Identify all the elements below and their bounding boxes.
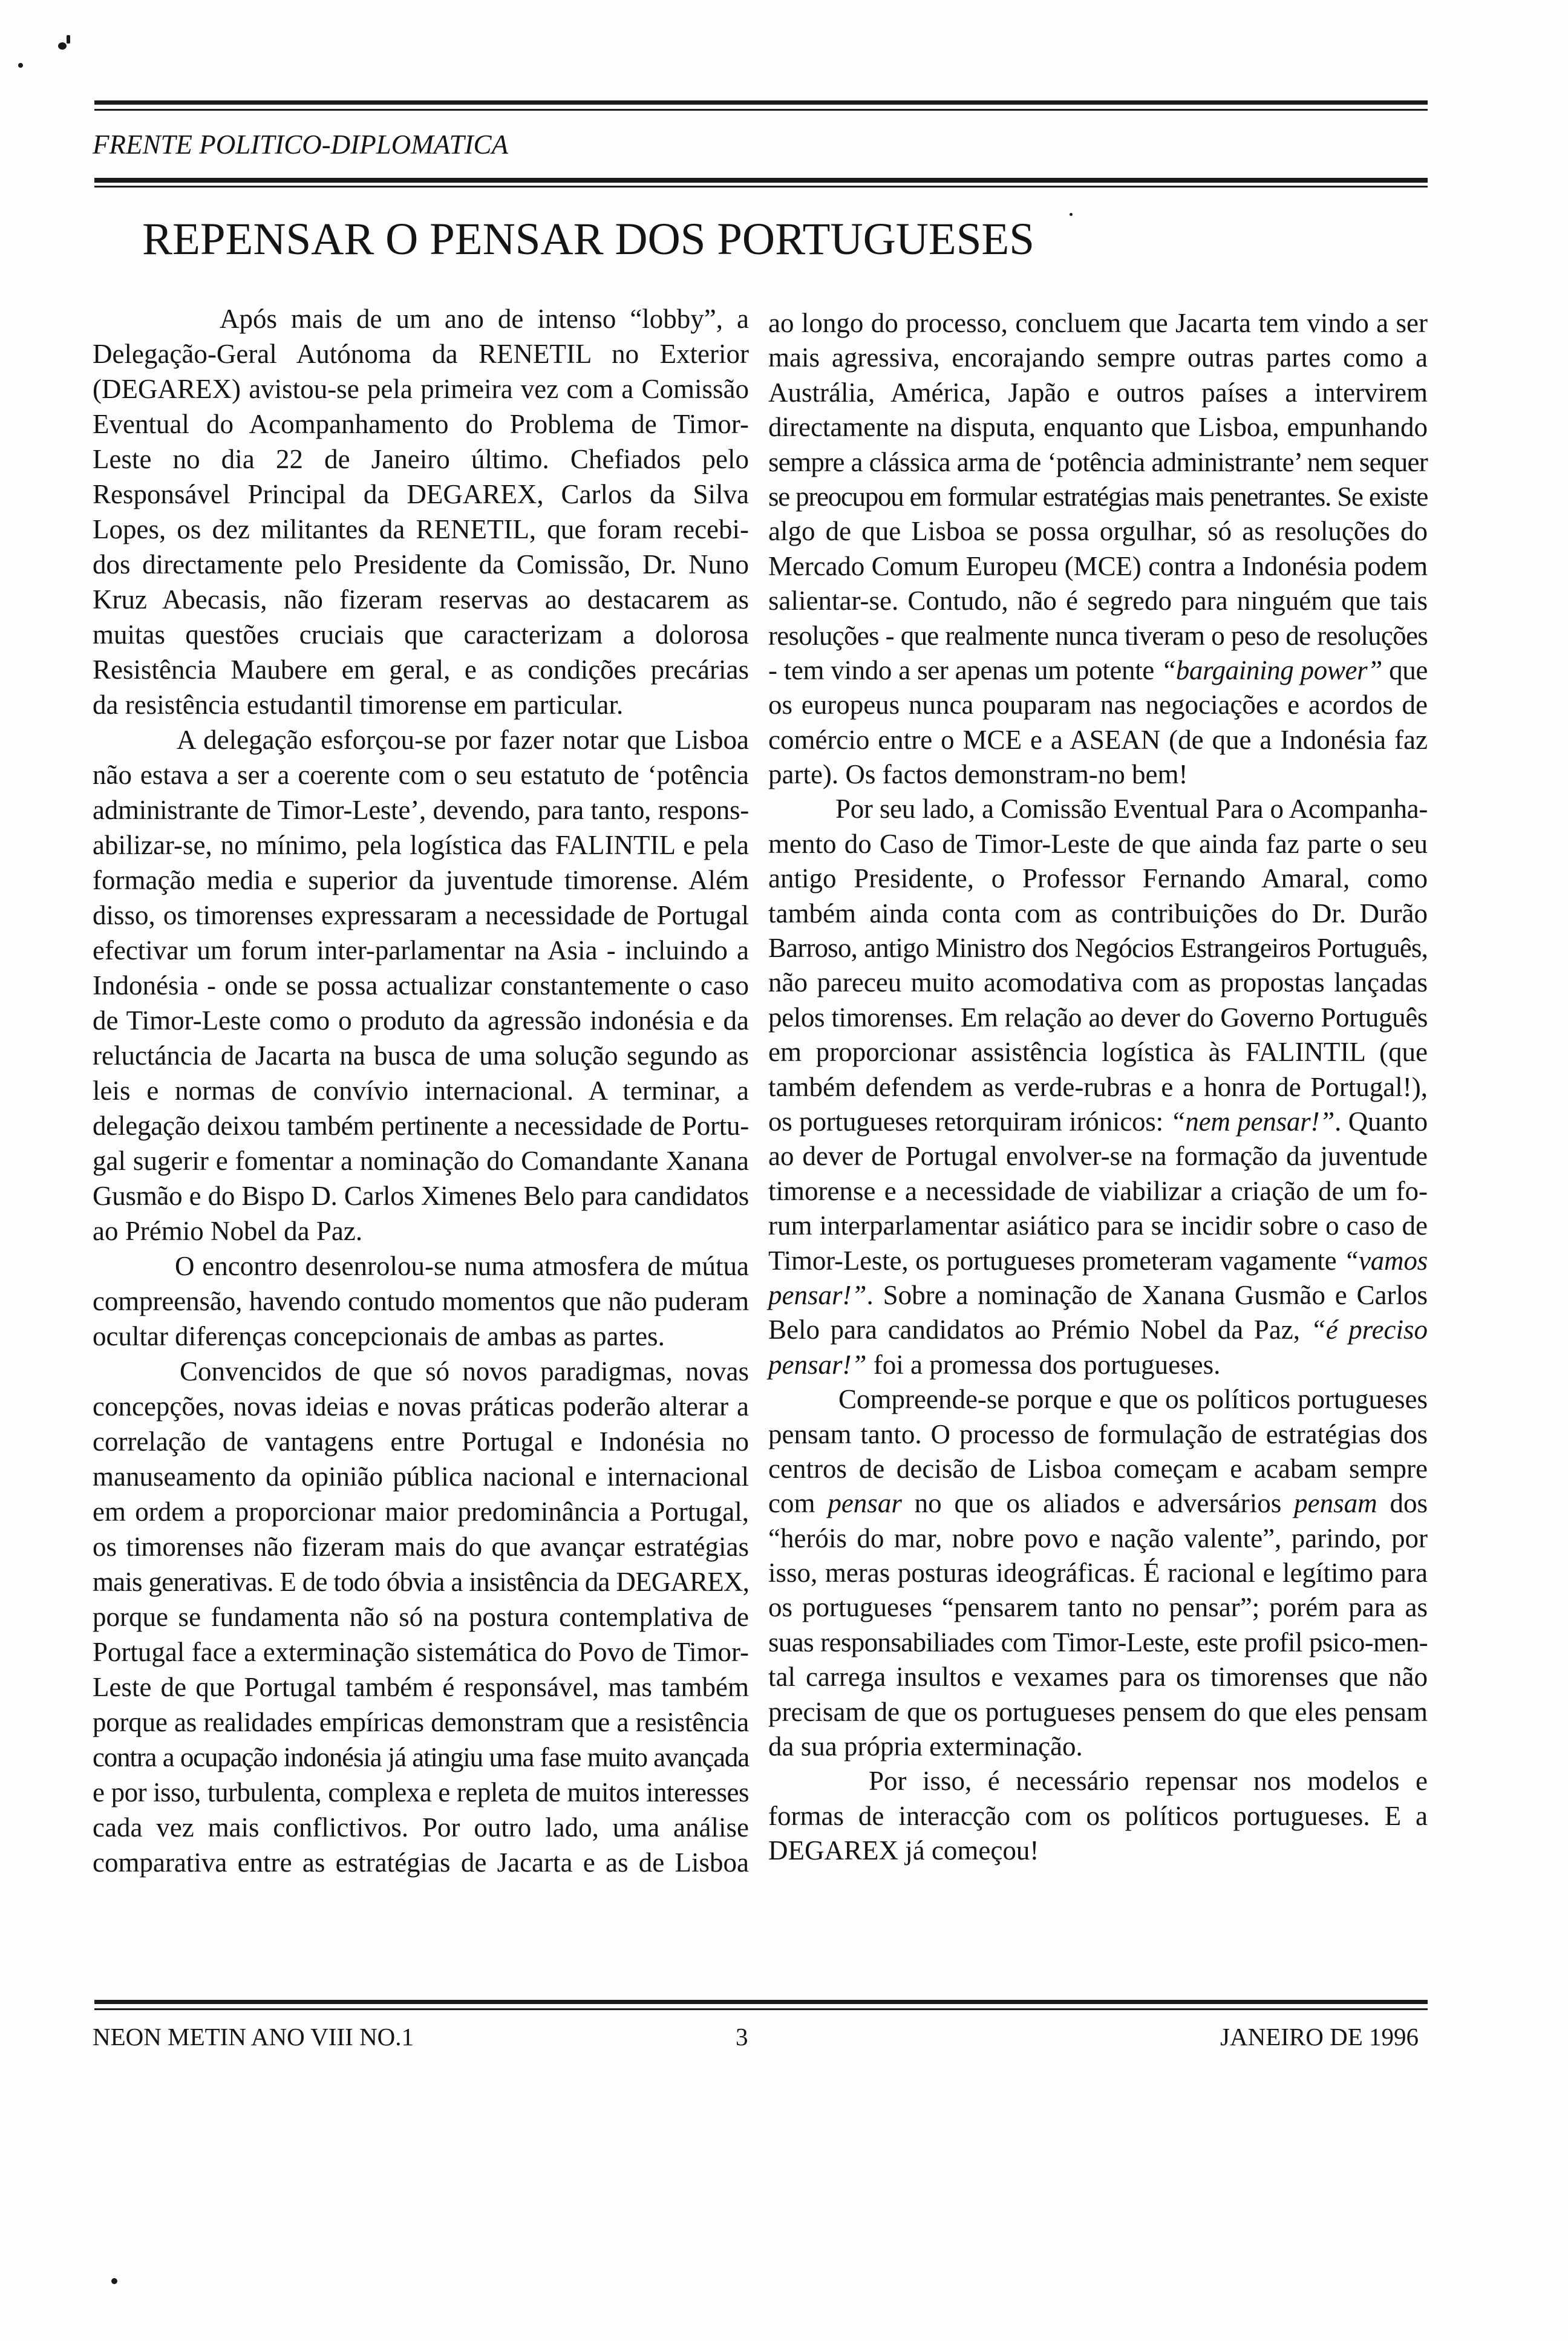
- text-line: cada vez mais conflictivos. Por outro lado, uma análise: [93, 1812, 749, 1843]
- text-line: ao longo do processo, concluem que Jacarta tem vindo a ser: [768, 308, 1428, 338]
- text-line: muitas questões cruciais que caracterizam a dolorosa: [93, 619, 749, 650]
- text-line: ao dever de Portugal envolver-se na formação da juventude: [768, 1141, 1428, 1172]
- page-number: 3: [736, 2023, 748, 2051]
- text-line: comércio entre o MCE e a ASEAN (de que a Indonésia faz: [768, 724, 1428, 755]
- text-line: directamente na disputa, enquanto que Lisboa, empunhando: [768, 412, 1428, 443]
- text-line: Barroso, antigo Ministro dos Negócios Estrangeiros Português,: [768, 933, 1428, 964]
- left-column: [93, 301, 749, 1880]
- emphasis-text: pensam: [1294, 1488, 1377, 1519]
- text-line: também ainda conta com as contribuições do Dr. Durão: [768, 898, 1428, 929]
- text-segment: Timor-Leste, os portugueses prometeram vagamente: [768, 1245, 1344, 1276]
- text-line: [768, 653, 1428, 688]
- text-line: comparativa entre as estratégias de Jacarta e as de Lisboa: [93, 1847, 749, 1878]
- text-line: Kruz Abecasis, não fizeram reservas ao destacarem as: [93, 584, 749, 615]
- text-line: [768, 1348, 1428, 1382]
- text-line: timorense e a necessidade de viabilizar a criação de um fo-: [768, 1175, 1428, 1206]
- text-line: Após mais de um ano de intenso “lobby”, a: [220, 304, 749, 334]
- text-line: em proporcionar assistência logística às FALINTIL (que: [768, 1037, 1428, 1068]
- text-line: também defendem as verde-rubras e a honra de Portugal!),: [768, 1071, 1428, 1102]
- text-line: correlação de vantagens entre Portugal e Indonésia no: [93, 1426, 749, 1457]
- text-line: rum interparlamentar asiático para se incidir sobre o caso de: [768, 1210, 1428, 1241]
- emphasis-text: “é preciso: [1310, 1314, 1428, 1345]
- text-line: disso, os timorenses expressaram a necessidade de Portugal: [93, 900, 749, 930]
- text-line: tal carrega insultos e vexames para os timorenses que não: [768, 1662, 1428, 1693]
- text-line: administrante de Timor-Leste’, devendo, para tanto, respons-: [93, 795, 749, 825]
- text-line: sempre a clássica arma de ‘potência administrante’ nem sequer: [768, 446, 1428, 477]
- text-segment: Belo para candidatos ao Prémio Nobel da Paz,: [768, 1314, 1311, 1345]
- emphasis-text: pensar: [828, 1488, 902, 1519]
- text-line: [768, 1244, 1428, 1278]
- header-rule-top-thin: [94, 109, 1428, 111]
- section-title: FRENTE POLITICO-DIPLOMATICA: [93, 129, 509, 160]
- text-line: Convencidos de que só novos paradigmas, novas: [180, 1356, 749, 1386]
- text-line: Leste no dia 22 de Janeiro último. Chefiados pelo: [93, 444, 749, 474]
- text-line: Gusmão e do Bispo D. Carlos Ximenes Belo para candidatos: [93, 1181, 749, 1211]
- text-segment: dos: [1377, 1488, 1428, 1519]
- text-line: mais generativas. E de todo óbvia a insistência da DEGAREX,: [93, 1567, 749, 1597]
- text-line: isso, meras posturas ideográficas. É racional e legítimo para: [768, 1558, 1428, 1588]
- scan-speck: [67, 35, 70, 44]
- text-line: Delegação-Geral Autónoma da RENETIL no Exterior: [93, 339, 749, 369]
- text-line: “heróis do mar, nobre povo e nação valente”, parindo, por: [768, 1523, 1428, 1553]
- text-line: não pareceu muito acomodativa com as propostas lançadas: [768, 967, 1428, 998]
- scan-speck: [18, 63, 23, 68]
- text-line: [768, 1486, 1428, 1521]
- text-line: manuseamento da opinião pública nacional e internacional: [93, 1461, 749, 1492]
- article-title: REPENSAR O PENSAR DOS PORTUGUESES: [142, 214, 1034, 264]
- text-line: centros de decisão de Lisboa começam e acabam sempre: [768, 1453, 1428, 1484]
- text-segment: no que os aliados e adversários: [901, 1488, 1295, 1519]
- text-line: salientar-se. Contudo, não é segredo para ninguém que tais: [768, 586, 1428, 616]
- text-line: suas responsabiliades com Timor-Leste, este profil psico-men-: [768, 1627, 1428, 1657]
- emphasis-text: pensar!”: [768, 1279, 867, 1310]
- text-line: Lopes, os dez militantes da RENETIL, que foram recebi-: [93, 514, 749, 544]
- text-line: de Timor-Leste como o produto da agressão indonésia e da: [93, 1005, 749, 1036]
- footer-publication: NEON METIN ANO VIII NO.1: [93, 2023, 414, 2051]
- scan-speck: [111, 2278, 117, 2284]
- text-line: Leste de que Portugal também é responsável, mas também: [93, 1672, 749, 1702]
- text-line: pelos timorenses. Em relação ao dever do Governo Português: [768, 1002, 1428, 1033]
- text-segment: foi a promessa dos portugueses.: [866, 1349, 1221, 1380]
- text-segment: com: [768, 1488, 828, 1519]
- text-segment: - tem vindo a ser apenas um potente: [768, 655, 1161, 685]
- text-line: Portugal face a exterminação sistemática do Povo de Timor-: [93, 1637, 749, 1667]
- text-segment: os portugueses retorquiram irónicos:: [768, 1106, 1171, 1137]
- text-line: porque as realidades empíricas demonstram que a resistência: [93, 1707, 749, 1737]
- text-line: Responsável Principal da DEGAREX, Carlos da Silva: [93, 479, 749, 509]
- text-line: Indonésia - onde se possa actualizar constantemente o caso: [93, 970, 749, 1001]
- text-line: precisam de que os portugueses pensem do que eles pensam: [768, 1696, 1428, 1727]
- text-line: A delegação esforçou-se por fazer notar que Lisboa: [177, 725, 749, 755]
- text-line: reluctáncia de Jacarta na busca de uma solução segundo as: [93, 1040, 749, 1071]
- text-line: mais agressiva, encorajando sempre outras partes como a: [768, 342, 1428, 373]
- text-line: dos directamente pelo Presidente da Comissão, Dr. Nuno: [93, 549, 749, 580]
- text-line: efectivar um forum inter-parlamentar na Asia - incluindo a: [93, 935, 749, 965]
- text-line: se preocupou em formular estratégias mais penetrantes. Se existe: [768, 481, 1428, 512]
- text-line: porque se fundamenta não só na postura contemplativa de: [93, 1602, 749, 1632]
- text-segment: que: [1382, 655, 1428, 685]
- text-line: [768, 1313, 1428, 1347]
- text-line: ao Prémio Nobel da Paz.: [93, 1216, 363, 1246]
- scan-speck: [58, 42, 67, 50]
- right-column: [768, 306, 1428, 1869]
- text-line: e por isso, turbulenta, complexa e repleta de muitos interesses: [93, 1777, 749, 1807]
- header-rule-top: [94, 100, 1428, 105]
- text-line: [768, 1278, 1428, 1313]
- text-line: parte). Os factos demonstram-no bem!: [768, 759, 1188, 790]
- text-line: Compreende-se porque e que os políticos portugueses: [838, 1384, 1428, 1415]
- text-line: concepções, novas ideias e novas práticas poderão alterar a: [93, 1391, 749, 1422]
- emphasis-text: “nem pensar!”: [1170, 1106, 1335, 1137]
- text-line: da sua própria exterminação.: [768, 1731, 1083, 1762]
- text-line: da resistência estudantil timorense em particular.: [93, 690, 624, 720]
- footer-rule-thin: [94, 2008, 1428, 2010]
- text-segment: . Sobre a nominação de Xanana Gusmão e Carlos: [866, 1279, 1428, 1310]
- text-line: Austrália, América, Japão e outros países a intervirem: [768, 377, 1428, 408]
- text-line: resoluções - que realmente nunca tiveram o peso de resoluções: [768, 620, 1428, 651]
- text-line: delegação deixou também pertinente a necessidade de Portu-: [93, 1111, 749, 1141]
- text-line: mento do Caso de Timor-Leste de que ainda faz parte o seu: [768, 828, 1428, 859]
- text-line: antigo Presidente, o Professor Fernando Amaral, como: [768, 863, 1428, 894]
- scan-speck: [1070, 213, 1073, 216]
- text-line: contra a ocupação indonésia já atingiu uma fase muito avançada: [93, 1742, 749, 1772]
- text-line: os portugueses “pensarem tanto no pensar”; porém para as: [768, 1592, 1428, 1623]
- text-line: Por seu lado, a Comissão Eventual Para o Acompanha-: [835, 794, 1428, 824]
- emphasis-text: “bargaining power”: [1161, 655, 1382, 685]
- text-line: os europeus nunca pouparam nas negociações e acordos de: [768, 690, 1428, 720]
- text-line: formas de interacção com os políticos portugueses. E a: [768, 1800, 1428, 1831]
- text-line: O encontro desenrolou-se numa atmosfera de mútua: [175, 1251, 749, 1281]
- text-line: (DEGAREX) avistou-se pela primeira vez com a Comissão: [93, 374, 749, 404]
- text-segment: . Quanto: [1334, 1106, 1428, 1137]
- text-line: leis e normas de convívio internacional. A terminar, a: [93, 1076, 749, 1106]
- text-line: Resistência Maubere em geral, e as condições precárias: [93, 655, 749, 685]
- emphasis-text: pensar!”: [768, 1349, 867, 1380]
- footer-rule: [94, 2000, 1428, 2004]
- header-rule-bottom: [94, 178, 1428, 183]
- text-line: Por isso, é necessário repensar nos modelos e: [869, 1766, 1428, 1797]
- text-line: Eventual do Acompanhamento do Problema de Timor-: [93, 409, 749, 439]
- text-line: algo de que Lisboa se possa orgulhar, só as resoluções do: [768, 516, 1428, 547]
- text-line: não estava a ser a coerente com o seu estatuto de ‘potência: [93, 760, 749, 790]
- header-rule-bottom-thin: [94, 186, 1428, 188]
- text-line: ocultar diferenças concepcionais de ambas as partes.: [93, 1321, 665, 1351]
- emphasis-text: “vamos: [1344, 1245, 1428, 1276]
- footer-date: JANEIRO DE 1996: [1220, 2023, 1419, 2051]
- text-line: formação media e superior da juventude timorense. Além: [93, 865, 749, 895]
- text-line: em ordem a proporcionar maior predominância a Portugal,: [93, 1497, 749, 1527]
- text-line: abilizar-se, no mínimo, pela logística das FALINTIL e pela: [93, 830, 749, 860]
- text-line: DEGAREX já começou!: [768, 1835, 1039, 1866]
- text-line: pensam tanto. O processo de formulação de estratégias dos: [768, 1419, 1428, 1449]
- text-line: [768, 1105, 1428, 1139]
- text-line: gal sugerir e fomentar a nominação do Comandante Xanana: [93, 1146, 749, 1176]
- text-line: compreensão, havendo contudo momentos que não puderam: [93, 1286, 749, 1316]
- text-line: os timorenses não fizeram mais do que avançar estratégias: [93, 1532, 749, 1562]
- text-line: Mercado Comum Europeu (MCE) contra a Indonésia podem: [768, 550, 1428, 581]
